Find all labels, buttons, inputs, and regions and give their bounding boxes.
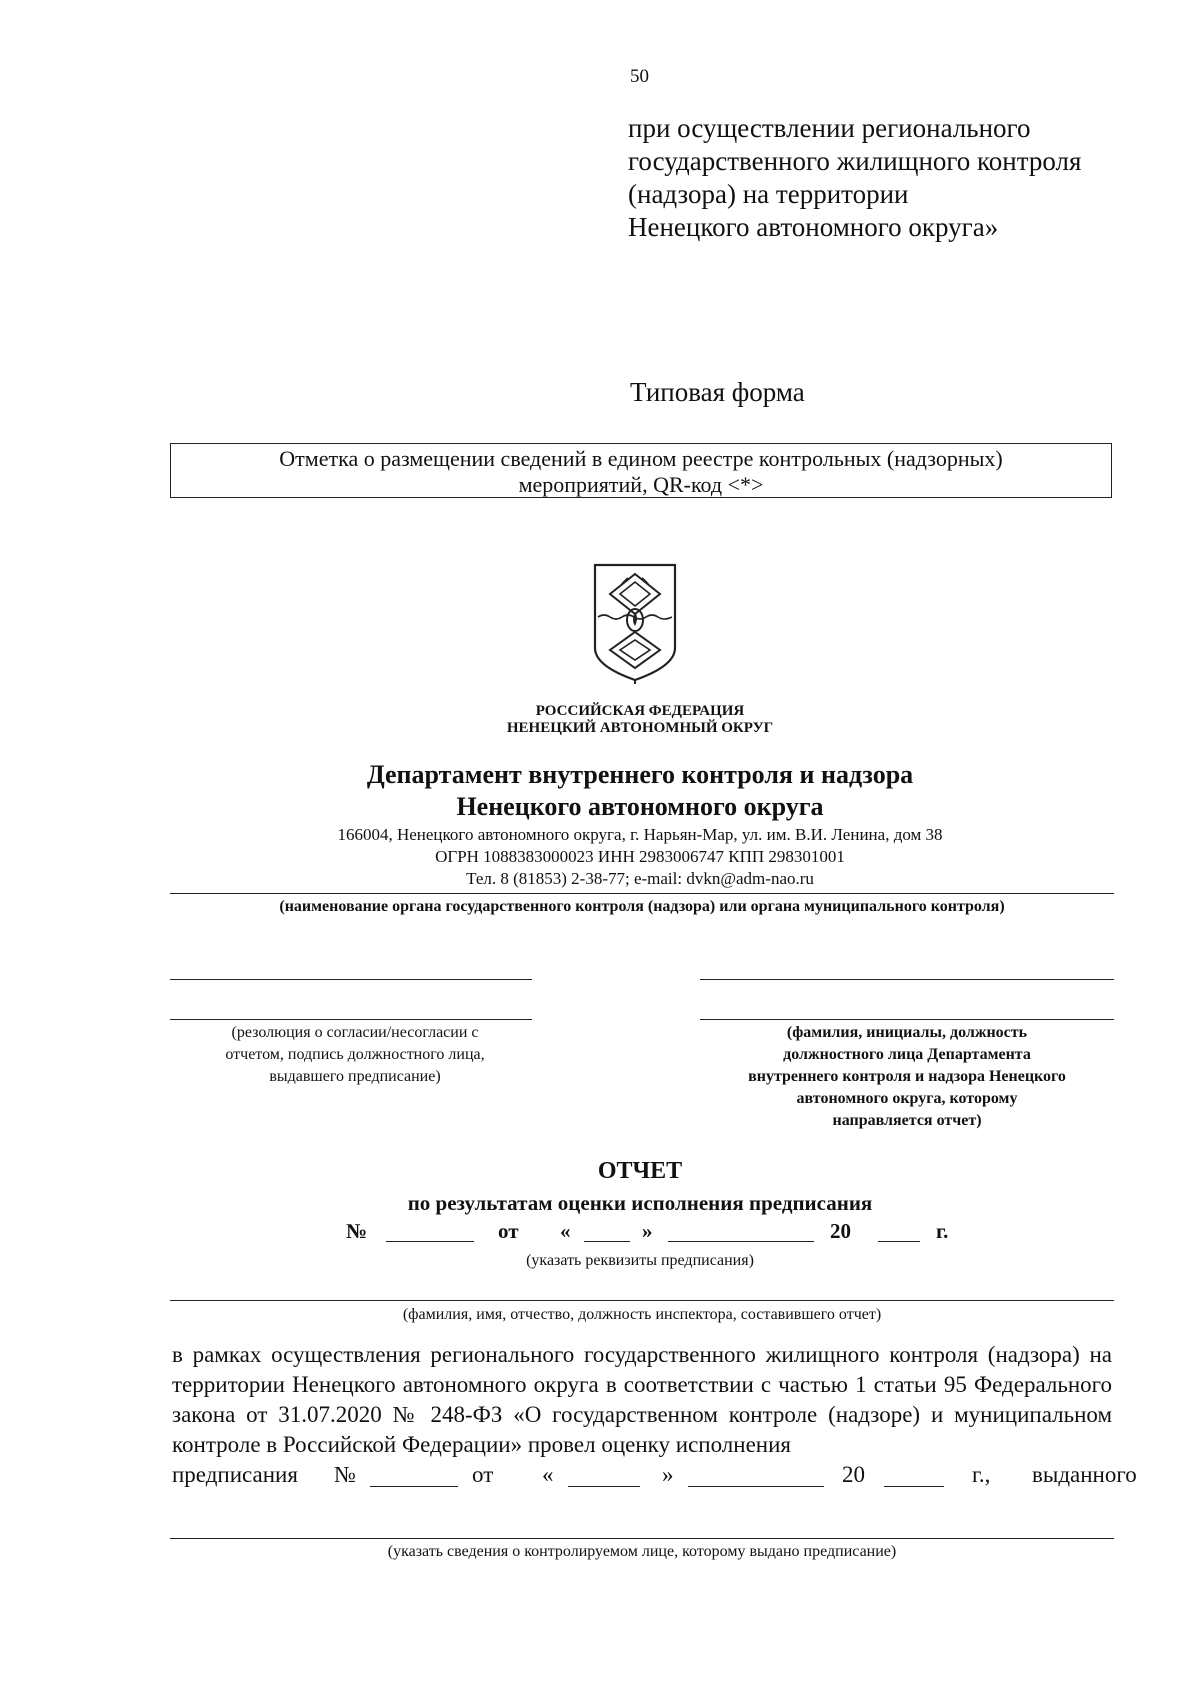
page-number: 50 — [630, 66, 649, 87]
official-line[interactable] — [700, 1019, 1114, 1020]
prescription-year-field[interactable] — [884, 1486, 944, 1487]
issued-word: выданного — [1032, 1462, 1137, 1487]
registry-mark-line: мероприятий, QR-код <*> — [518, 472, 764, 497]
resolution-line[interactable] — [170, 1019, 532, 1020]
quote-close: » — [642, 1219, 653, 1243]
caption-line: внутреннего контроля и надзора Ненецкого — [748, 1068, 1066, 1085]
caption-line: автономного округа, которому — [796, 1090, 1018, 1107]
authority-caption: (наименование органа государственного контроля (надзора) или органа муниципального контроля) — [279, 898, 1005, 915]
quote-open: « — [542, 1462, 554, 1487]
approval-context — [628, 112, 1148, 244]
report-title: ОТЧЕТ — [597, 1158, 683, 1184]
order-year-field[interactable] — [878, 1241, 920, 1242]
caption-line: направляется отчет) — [832, 1112, 982, 1129]
address: 166004, Ненецкого автономного округа, г. Нарьян-Мар, ул. им. В.И. Ленина, дом 38 — [337, 825, 943, 844]
department-name — [200, 759, 1080, 823]
order-day-field[interactable] — [584, 1241, 630, 1242]
number-sign: № — [334, 1462, 356, 1487]
context-line: Ненецкого автономного округа» — [628, 212, 999, 242]
controlled-person-caption: (указать сведения о контролируемом лице, которому выдано предписание) — [387, 1543, 897, 1560]
caption-line: должностного лица Департамента — [783, 1046, 1031, 1063]
department-line: Ненецкого автономного округа — [456, 792, 824, 821]
report-body-paragraph: в рамках осуществления регионального государственного жилищного контроля (надзора) на территории Ненецкого автономного округа в соответствии с частью 1 статьи 95 Федерального закона от 31.07.2020 № 248-ФЗ «О государственном контроле (надзоре) и муниципальном контроле в Российской Федерации» провел оценку исполнения — [172, 1342, 1112, 1457]
year-prefix: 20 — [830, 1219, 851, 1243]
year-suffix: г. — [936, 1219, 949, 1243]
registration-numbers: ОГРН 1088383000023 ИНН 2983006747 КПП 298301001 — [435, 847, 845, 866]
order-number-label: № — [346, 1219, 368, 1243]
order-month-field[interactable] — [668, 1241, 814, 1242]
year-suffix: г., — [972, 1462, 991, 1487]
order-number-field[interactable] — [386, 1241, 474, 1242]
word-prescription: предписания — [172, 1462, 298, 1487]
region-name: НЕНЕЦКИЙ АВТОНОМНЫЙ ОКРУГ — [506, 720, 774, 736]
prescription-number-field[interactable] — [370, 1486, 458, 1487]
quote-open: « — [560, 1219, 571, 1243]
caption-line: (фамилия, инициалы, должность — [786, 1024, 1028, 1041]
caption-line: выдавшего предписание) — [269, 1068, 441, 1085]
report-subtitle: по результатам оценки исполнения предписания — [407, 1191, 873, 1215]
country-name: РОССИЙСКАЯ ФЕДЕРАЦИЯ — [535, 703, 745, 719]
context-line: (надзора) на территории — [628, 179, 909, 209]
context-line: государственного жилищного контроля — [628, 146, 1082, 176]
coat-of-arms-icon — [592, 562, 678, 686]
resolution-line[interactable] — [170, 979, 532, 980]
context-line: при осуществлении регионального — [628, 113, 1031, 143]
inspector-caption: (фамилия, имя, отчество, должность инспектора, составившего отчет) — [402, 1306, 882, 1323]
authority-line — [170, 893, 1114, 894]
from-word: от — [472, 1462, 494, 1487]
inspector-line[interactable] — [170, 1300, 1114, 1301]
country-region-heading — [300, 703, 980, 737]
caption-line: отчетом, подпись должностного лица, — [225, 1046, 485, 1063]
registry-mark-box — [170, 443, 1112, 498]
department-details — [200, 824, 1080, 890]
controlled-person-line[interactable] — [170, 1538, 1114, 1539]
form-type-label: Типовая форма — [630, 377, 805, 407]
order-date-label: от — [498, 1219, 519, 1243]
contacts: Тел. 8 (81853) 2-38-77; e-mail: dvkn@adm-nao.ru — [466, 869, 814, 888]
quote-close: » — [662, 1462, 674, 1487]
resolution-caption — [170, 1022, 540, 1088]
official-line[interactable] — [700, 979, 1114, 980]
recipient-caption — [700, 1022, 1114, 1132]
prescription-month-field[interactable] — [688, 1486, 824, 1487]
registry-mark-line: Отметка о размещении сведений в едином реестре контрольных (надзорных) — [279, 446, 1003, 471]
caption-line: (резолюция о согласии/несогласии с — [231, 1024, 479, 1041]
year-prefix: 20 — [842, 1462, 865, 1487]
requisites-caption: (указать реквизиты предписания) — [526, 1252, 754, 1269]
department-line: Департамент внутреннего контроля и надзора — [366, 760, 914, 789]
prescription-day-field[interactable] — [568, 1486, 640, 1487]
